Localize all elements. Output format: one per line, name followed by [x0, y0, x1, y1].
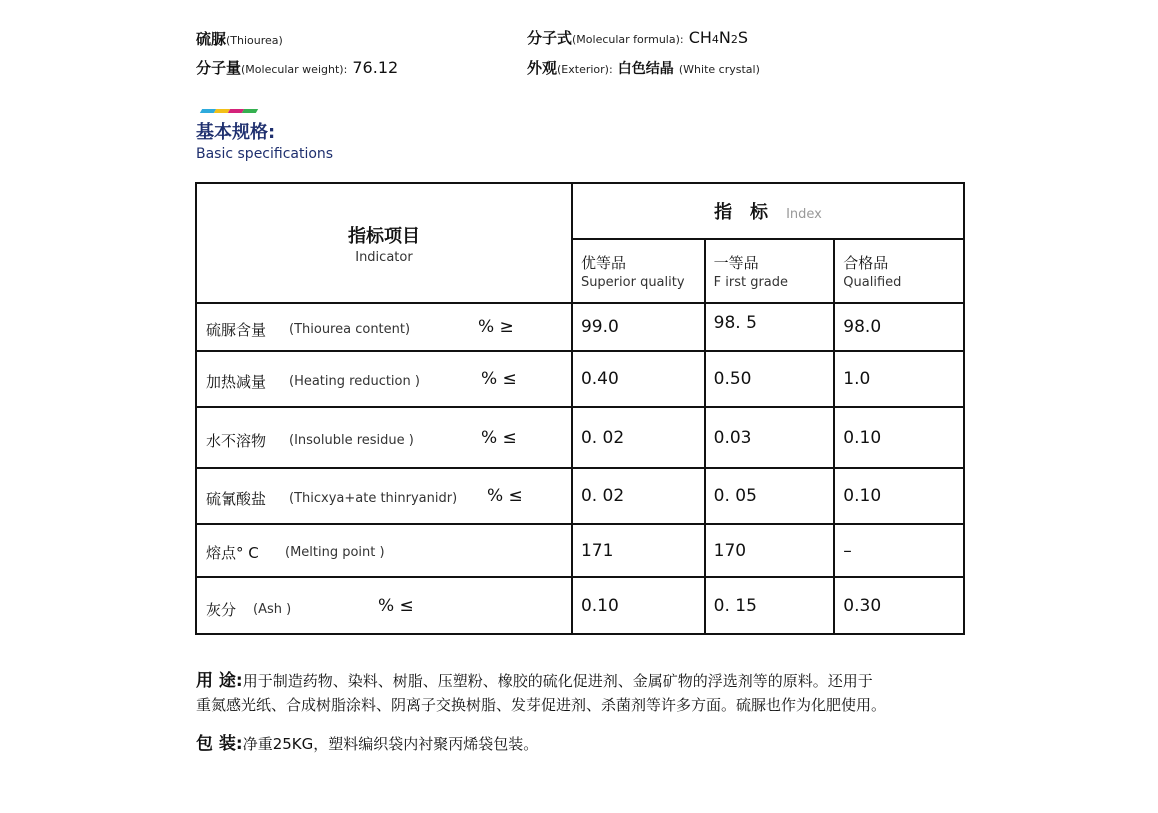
- product-name: [196, 28, 283, 49]
- row-label: [196, 407, 572, 468]
- value-superior: 0.40: [572, 351, 705, 407]
- row-label-en: (Ash ): [253, 602, 292, 617]
- usage-text-2: 重氮感光纸、合成树脂涂料、阴离子交换树脂、发芽促进剂、杀菌剂等许多方面。硫脲也作为化肥使用。: [196, 696, 887, 714]
- grade-qualified-cn: 合格品: [843, 254, 889, 272]
- weight-label-en: (Molecular weight):: [241, 63, 348, 76]
- exterior-label-cn: 外观: [527, 59, 558, 77]
- row-unit: % ≥: [478, 317, 514, 337]
- value-first: 0.03: [705, 407, 835, 468]
- row-label-cn: 硫氰酸盐: [206, 490, 267, 508]
- value-first: 170: [705, 524, 835, 577]
- molecular-formula: [527, 27, 748, 48]
- value-superior: 0. 02: [572, 407, 705, 468]
- row-label-en: (Melting point ): [285, 545, 385, 560]
- value-superior: 0. 02: [572, 468, 705, 524]
- value-first: 0. 15: [705, 577, 835, 634]
- grade-superior: [572, 239, 705, 303]
- usage-line-1: [196, 666, 873, 691]
- row-label-en: (Thiourea content): [289, 322, 411, 337]
- table-row: [196, 577, 964, 634]
- row-unit: % ≤: [378, 596, 414, 616]
- index-header: [572, 183, 964, 239]
- row-label-cn: 水不溶物: [206, 432, 267, 450]
- row-label: [196, 303, 572, 351]
- formula-label-cn: 分子式: [527, 29, 573, 47]
- usage-label: 用 途:: [196, 671, 243, 691]
- value-qualified: 1.0: [834, 351, 964, 407]
- grade-superior-en: Superior quality: [580, 275, 685, 290]
- grade-qualified-en: Qualified: [843, 275, 902, 290]
- table-row: [196, 407, 964, 468]
- value-qualified: 98.0: [834, 303, 964, 351]
- packing-line: [196, 729, 538, 754]
- exterior: [527, 57, 760, 78]
- value-first: 98. 5: [705, 303, 835, 351]
- row-label-en: (Thicxya+ate thinryanidr): [289, 491, 458, 506]
- weight-label-cn: 分子量: [196, 59, 242, 77]
- value-superior: 171: [572, 524, 705, 577]
- row-label: [196, 524, 572, 577]
- value-first: 0. 05: [705, 468, 835, 524]
- indicator-header-en: Indicator: [355, 249, 413, 265]
- row-label-cn: 硫脲含量: [206, 321, 267, 339]
- row-label: [196, 577, 572, 634]
- row-label: [196, 468, 572, 524]
- formula-label-en: (Molecular formula):: [572, 33, 684, 46]
- accent-stripe-green: [242, 109, 258, 113]
- row-label-en: (Heating reduction ): [289, 374, 420, 389]
- spec-table: [195, 182, 965, 635]
- grade-first-cn: 一等品: [713, 254, 759, 272]
- table-row: [196, 351, 964, 407]
- exterior-value-cn: 白色结晶: [617, 61, 674, 77]
- grade-qualified: [834, 239, 964, 303]
- spec-title: 基本规格:: [196, 122, 276, 143]
- row-unit: % ≤: [481, 369, 517, 389]
- usage-text-1: 用于制造药物、染料、树脂、压塑粉、橡胶的硫化促进剂、金属矿物的浮选剂等的原料。还用于: [242, 672, 873, 690]
- index-header-cn: 指标: [714, 202, 787, 223]
- grade-first: [705, 239, 835, 303]
- exterior-label-en: (Exterior):: [557, 63, 613, 76]
- row-unit: % ≤: [481, 428, 517, 448]
- row-label-cn: 灰分: [206, 601, 237, 619]
- row-unit: % ≤: [487, 486, 523, 506]
- molecular-weight: [196, 57, 398, 78]
- value-qualified: 0.10: [834, 407, 964, 468]
- packing-text: 净重25KG，塑料编织袋内衬聚丙烯袋包装。: [242, 735, 539, 753]
- indicator-header-cn: 指标项目: [347, 225, 420, 247]
- row-label-en: (Insoluble residue ): [289, 433, 414, 448]
- index-header-en: Index: [786, 207, 822, 222]
- value-qualified: –: [834, 524, 964, 577]
- grade-first-en: F irst grade: [713, 275, 789, 290]
- value-qualified: 0.10: [834, 468, 964, 524]
- value-superior: 0.10: [572, 577, 705, 634]
- table-row: [196, 303, 964, 351]
- row-label-cn: 熔点° C: [206, 544, 259, 562]
- product-name-en: (Thiourea): [226, 34, 283, 47]
- value-superior: 99.0: [572, 303, 705, 351]
- weight-value: 76.12: [352, 58, 399, 77]
- product-name-cn: 硫脲: [196, 30, 227, 48]
- table-row: [196, 524, 964, 577]
- packing-label: 包 装:: [196, 734, 243, 754]
- indicator-header: [196, 183, 572, 303]
- spec-subtitle: Basic specifications: [196, 146, 334, 162]
- row-label-cn: 加热减量: [206, 373, 267, 391]
- value-first: 0.50: [705, 351, 835, 407]
- table-row: [196, 468, 964, 524]
- value-qualified: 0.30: [834, 577, 964, 634]
- exterior-value-en: (White crystal): [678, 63, 760, 76]
- formula-value: CH4N2S: [688, 28, 749, 47]
- grade-superior-cn: 优等品: [580, 254, 626, 272]
- row-label: [196, 351, 572, 407]
